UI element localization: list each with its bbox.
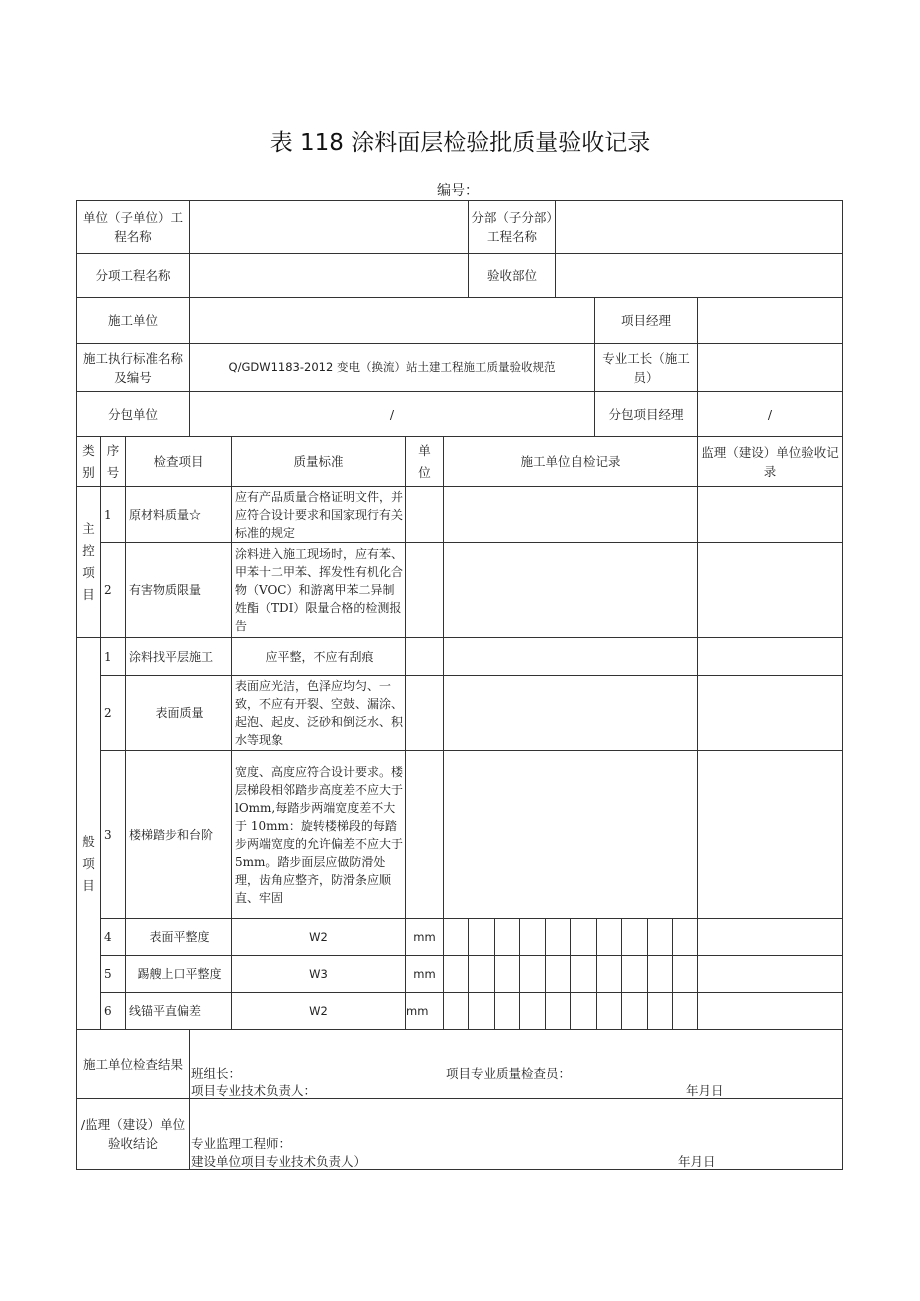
main-item-2-name: 有害物质限量: [129, 583, 202, 597]
page-title: 表 118 涂料面层检验批质量验收记录: [269, 130, 651, 156]
project-manager-label: 项目经理: [620, 313, 671, 328]
main-item-1-no: 1: [104, 507, 112, 522]
general-item-1-name: 涂料找平层施工: [129, 649, 214, 664]
col-supervision: 监理（建设）单位验收记录: [701, 444, 839, 479]
col-seq: 序号: [106, 442, 120, 480]
col-unit: 单位: [418, 442, 431, 480]
general-item-3-standard: 宽度、高度应符合设计要求。楼层梯段相邻踏步高度差不应大于 lOmm,每踏步两端宽度差不大于 10mm：旋转楼梯段的每踏步两端宽度的允许偏差不应大于 5mm。踏步面层应做防滑处理，齿角应整齐，防滑条应顺直、牢固: [235, 764, 404, 905]
subcontract-manager-value: /: [767, 406, 773, 422]
general-item-5-unit: mm: [413, 966, 436, 981]
foreman-field[interactable]: [699, 345, 841, 390]
general-item-4-unit: mm: [413, 929, 436, 944]
subdivision-name-label: 分部（子分部）工程名称: [471, 210, 553, 244]
col-category: 类别: [82, 442, 95, 480]
standard-value: Q/GDW1183-2012 变电（换流）站土建工程施工质量验收规范: [228, 360, 556, 374]
general-item-2-standard: 表面应光洁，色泽应均匀、一致，不应有开裂、空鼓、漏涂、起泡、起皮、泛砂和倒泛水、积水等现象: [235, 679, 404, 747]
general-item-6-standard: W2: [309, 1003, 328, 1018]
col-quality-standard: 质量标准: [293, 454, 344, 469]
main-item-2-no: 2: [104, 583, 112, 597]
general-item-5-no: 5: [104, 967, 112, 981]
unit-project-name-field[interactable]: [191, 202, 467, 252]
general-label: 般项目: [82, 833, 95, 893]
general-item-4-name: 表面平整度: [149, 930, 210, 944]
foreman-label: 专业工长（施工员）: [602, 350, 690, 385]
main-item-2-standard: 涂料进入施工现场时，应有苯、甲苯十二甲苯、挥发性有机化合物（VOC）和游离甲苯二异制姓酯（TDI）限量合格的检测报告: [235, 547, 404, 633]
subitem-name-field[interactable]: [191, 255, 467, 296]
project-manager-field[interactable]: [699, 299, 841, 342]
col-check-item: 检查项目: [153, 454, 204, 469]
construction-unit-label: 施工单位: [107, 313, 158, 328]
general-item-1-standard: 应平整，不应有刮痕: [265, 649, 374, 664]
acceptance-part-field[interactable]: [557, 255, 841, 296]
subitem-name-label: 分项工程名称: [95, 268, 171, 283]
standard-label: 施工执行标准名称及编号: [82, 350, 183, 385]
main-item-1-name: 原材料质量☆: [129, 507, 202, 522]
construction-result-label: 施工单位检查结果: [82, 1056, 183, 1072]
general-item-6-no: 6: [104, 1004, 112, 1018]
general-item-3-name: 楼梯踏步和台阶: [129, 827, 214, 842]
general-item-3-no: 3: [104, 827, 112, 842]
supervision-engineer-label: 专业监理工程师：: [191, 1136, 292, 1151]
subcontract-unit-label: 分包单位: [107, 406, 158, 422]
tech-lead-label: 项目专业技术负责人：: [191, 1083, 317, 1098]
general-item-4-standard: W2: [309, 929, 328, 944]
general-item-2-no: 2: [104, 706, 112, 720]
general-item-4-no: 4: [104, 930, 112, 944]
general-item-2-name: 表面质量: [155, 706, 204, 720]
construction-date: 年月日: [686, 1083, 724, 1098]
doc-number-label: 编号：: [437, 183, 479, 199]
main-item-1-standard: 应有产品质量合格证明文件，并应符合设计要求和国家现行有关标准的规定: [235, 489, 404, 540]
subcontract-manager-label: 分包项目经理: [608, 406, 684, 422]
owner-tech-lead-label: 建设单位项目专业技术负责人）: [191, 1154, 367, 1169]
quality-inspector-label: 项目专业质量检查员：: [446, 1066, 572, 1081]
subdivision-name-field[interactable]: [557, 202, 841, 252]
main-control-label: 主控项目: [82, 521, 95, 602]
col-self-check: 施工单位自检记录: [520, 454, 621, 469]
subcontract-unit-value: /: [389, 406, 395, 422]
supervision-date: 年月日: [678, 1154, 716, 1169]
general-item-5-name: 踢艘上口平整度: [137, 967, 222, 981]
general-item-6-name: 线锚平直偏差: [129, 1004, 202, 1018]
unit-project-name-label: 单位（子单位）工程名称: [82, 210, 183, 244]
acceptance-part-label: 验收部位: [486, 268, 537, 283]
team-leader-label: 班组长：: [191, 1066, 242, 1081]
general-item-5-standard: W3: [309, 966, 328, 981]
supervision-conclusion-label: /监理（建设）单位验收结论: [80, 1117, 186, 1151]
construction-unit-field[interactable]: [191, 299, 593, 342]
general-item-6-unit: mm: [406, 1003, 429, 1018]
general-item-1-no: 1: [104, 649, 112, 664]
